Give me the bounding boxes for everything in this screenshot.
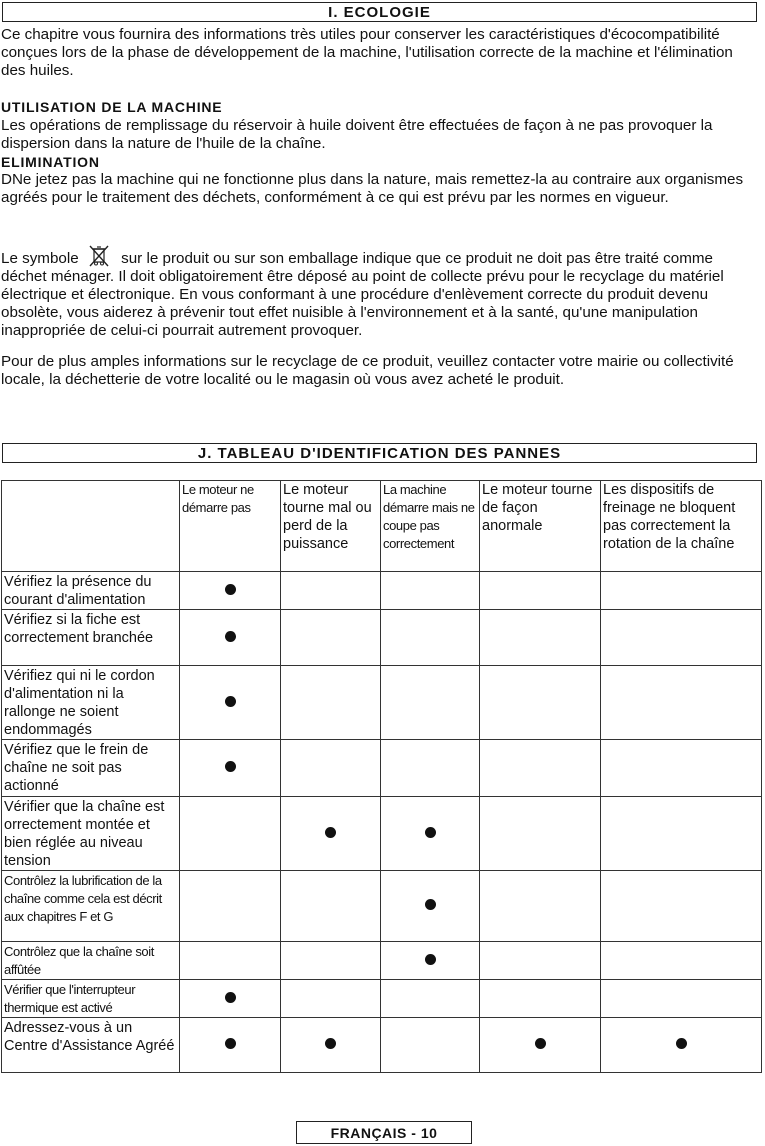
mark-cell	[381, 871, 480, 942]
row-check-label: Vérifiez la présence du courant d'alimentation	[2, 572, 180, 610]
mark-cell	[480, 572, 601, 610]
mark-cell	[180, 871, 281, 942]
mark-cell	[601, 610, 762, 666]
table-row	[2, 572, 762, 610]
column-header: Le moteur tourne de façon anormale	[480, 481, 601, 572]
mark-cell	[281, 666, 381, 740]
symbol-text-after: sur le produit ou sur son emballage indique que ce produit ne doit pas être traité comme déchet ménager. Il doit obligatoirement être déposé au point de collecte prévu pour le recyclage du matériel électrique et électronique. En vous conformant à une procédure d'enlèvement correcte du produit devenu obsolète, vous aiderez à prévenir tout effet nuisible à l'environnement et à la santé, qu'une manipulation inappropriée de celui-ci pourrait autrement provoquer.	[1, 250, 724, 339]
crossed-out-wheelie-bin-icon	[87, 245, 111, 265]
mark-cell	[480, 942, 601, 980]
mark-cell	[381, 740, 480, 797]
bullet-dot-icon	[425, 954, 436, 965]
column-header: La machine démarre mais ne coupe pas correctement	[381, 481, 480, 572]
section-title-ecologie: I. ECOLOGIE	[2, 2, 757, 22]
table-row	[2, 610, 762, 666]
mark-cell	[381, 1018, 480, 1073]
column-header: Les dispositifs de freinage ne bloquent pas correctement la rotation de la chaîne	[601, 481, 762, 572]
row-check-label: Contrôlez que la chaîne soit affûtée	[2, 942, 180, 980]
section-title-pannes: J. TABLEAU D'IDENTIFICATION DES PANNES	[2, 443, 757, 463]
column-header: Le moteur ne démarre pas	[180, 481, 281, 572]
bullet-dot-icon	[535, 1038, 546, 1049]
bullet-dot-icon	[225, 631, 236, 642]
bullet-dot-icon	[325, 1038, 336, 1049]
mark-cell	[281, 740, 381, 797]
row-check-label: Vérifiez si la fiche est correctement branchée	[2, 610, 180, 666]
table-corner-cell	[2, 481, 180, 572]
row-check-label: Vérifiez que le frein de chaîne ne soit pas actionné	[2, 740, 180, 797]
utilisation-paragraph: Les opérations de remplissage du réservoir à huile doivent être effectuées de façon à ne pas provoquer la dispersion dans la nature de l'huile de la chaîne.	[1, 117, 713, 152]
mark-cell	[601, 942, 762, 980]
mark-cell	[180, 980, 281, 1018]
row-check-label: Vérifier que la chaîne est orrectement montée et bien réglée au niveau tension	[2, 797, 180, 871]
utilisation-heading: UTILISATION DE LA MACHINE	[1, 99, 223, 115]
elimination-paragraph: DNe jetez pas la machine qui ne fonctionne plus dans la nature, mais remettez-la au contraire aux organismes agréés pour le traitement des déchets, conformément à ce qui est prévu par les normes en vigueur.	[1, 171, 744, 206]
mark-cell	[601, 666, 762, 740]
row-check-label: Contrôlez la lubrification de la chaîne comme cela est décrit aux chapitres F et G	[2, 871, 180, 942]
mark-cell	[381, 610, 480, 666]
table-row	[2, 797, 762, 871]
table-header-row	[2, 481, 762, 572]
bullet-dot-icon	[676, 1038, 687, 1049]
mark-cell	[601, 980, 762, 1018]
symbol-text-before: Le symbole	[1, 250, 79, 267]
mark-cell	[381, 797, 480, 871]
mark-cell	[281, 1018, 381, 1073]
mark-cell	[480, 610, 601, 666]
bullet-dot-icon	[225, 1038, 236, 1049]
mark-cell	[180, 572, 281, 610]
mark-cell	[180, 666, 281, 740]
mark-cell	[381, 572, 480, 610]
table-row	[2, 1018, 762, 1073]
mark-cell	[281, 942, 381, 980]
mark-cell	[601, 797, 762, 871]
mark-cell	[180, 1018, 281, 1073]
intro-paragraph: Ce chapitre vous fournira des informations très utiles pour conserver les caractéristiques d'écocompatibilité conçues lors de la phase de développement de la machine, l'utilisation correcte de la machine et l'élimination des huiles.	[1, 26, 733, 79]
mark-cell	[480, 980, 601, 1018]
elimination-heading: ELIMINATION	[1, 154, 100, 170]
mark-cell	[281, 572, 381, 610]
table-row	[2, 666, 762, 740]
mark-cell	[381, 942, 480, 980]
mark-cell	[180, 942, 281, 980]
mark-cell	[281, 610, 381, 666]
column-header: Le moteur tourne mal ou perd de la puissance	[281, 481, 381, 572]
mark-cell	[601, 1018, 762, 1073]
mark-cell	[381, 980, 480, 1018]
bullet-dot-icon	[225, 696, 236, 707]
mark-cell	[601, 871, 762, 942]
mark-cell	[180, 797, 281, 871]
bullet-dot-icon	[225, 584, 236, 595]
bullet-dot-icon	[325, 827, 336, 838]
bullet-dot-icon	[225, 761, 236, 772]
mark-cell	[480, 797, 601, 871]
row-check-label: Adressez-vous à un Centre d'Assistance Agréé	[2, 1018, 180, 1073]
mark-cell	[480, 740, 601, 797]
mark-cell	[180, 740, 281, 797]
table-row	[2, 740, 762, 797]
table-row	[2, 942, 762, 980]
troubleshooting-table	[1, 480, 762, 1073]
mark-cell	[180, 610, 281, 666]
row-check-label: Vérifier que l'interrupteur thermique est activé	[2, 980, 180, 1018]
mark-cell	[601, 572, 762, 610]
mark-cell	[281, 980, 381, 1018]
mark-cell	[281, 797, 381, 871]
table-row	[2, 980, 762, 1018]
symbol-paragraph	[1, 245, 761, 340]
more-info-paragraph: Pour de plus amples informations sur le recyclage de ce produit, veuillez contacter votre mairie ou collectivité locale, la déchetterie de votre localité ou le magasin où vous avez acheté le produit.	[1, 353, 734, 388]
bullet-dot-icon	[425, 899, 436, 910]
bullet-dot-icon	[425, 827, 436, 838]
bullet-dot-icon	[225, 992, 236, 1003]
mark-cell	[601, 740, 762, 797]
page-footer-label: FRANÇAIS - 10	[296, 1121, 472, 1144]
mark-cell	[381, 666, 480, 740]
table-row	[2, 871, 762, 942]
mark-cell	[480, 871, 601, 942]
mark-cell	[480, 1018, 601, 1073]
mark-cell	[480, 666, 601, 740]
row-check-label: Vérifiez qui ni le cordon d'alimentation ni la rallonge ne soient endommagés	[2, 666, 180, 740]
mark-cell	[281, 871, 381, 942]
